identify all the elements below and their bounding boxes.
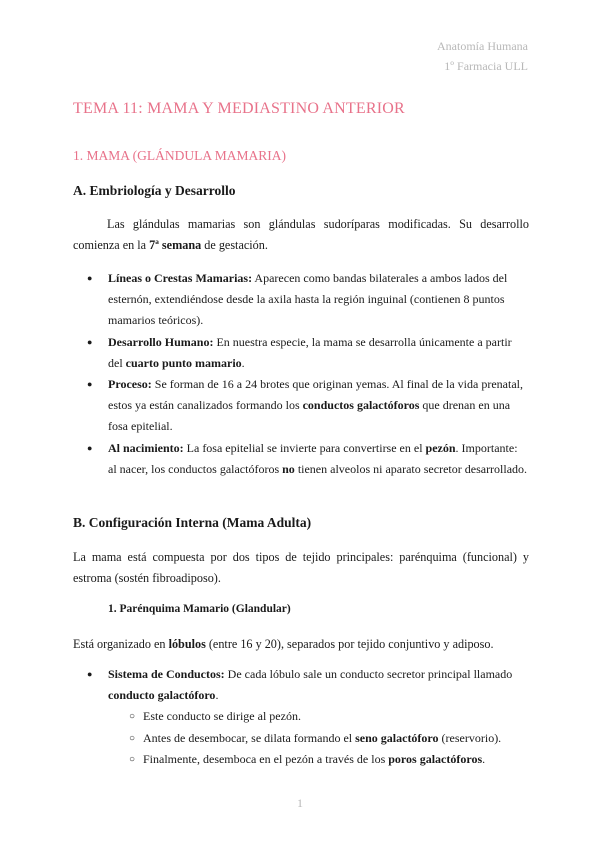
text: Este conducto se dirige al pezón. <box>143 709 301 724</box>
bold-text: conducto galactóforo <box>108 688 216 703</box>
text: En nuestra especie, la mama se desarrolla únicamente a partir del <box>108 334 512 370</box>
item-label: Desarrollo Humano: <box>108 334 214 349</box>
paragraph-lobules <box>73 634 529 655</box>
subsection-internal-configuration: B. Configuración Interna (Mama Adulta) <box>73 515 312 530</box>
text: (reservorio). <box>438 730 502 745</box>
text: . <box>215 688 219 703</box>
bold-text: poros galactóforos <box>388 751 483 766</box>
list-item <box>73 332 529 374</box>
text: Está organizado en <box>73 637 169 651</box>
sublist-item <box>108 749 529 770</box>
item-label: Al nacimiento: <box>108 440 184 455</box>
paragraph-intro <box>73 214 529 256</box>
text: . <box>241 355 245 370</box>
item-label: Líneas o Crestas Mamarias: <box>108 271 253 285</box>
bold-text: 7ª semana <box>149 238 202 252</box>
text: Aparecen como bandas bilaterales a ambos lados del esternón, extendiéndose desde la axila hasta la región inguinal (contienen 8 puntos mamarios teóricos). <box>108 271 508 328</box>
text: De cada lóbulo sale un conducto secretor principal llamado <box>224 667 513 681</box>
bold-text: seno galactóforo <box>355 730 439 745</box>
text: La fosa epitelial se invierte para convertirse en el <box>183 440 426 455</box>
ducts-list <box>73 664 529 770</box>
page-number: 1 <box>297 796 303 810</box>
list-item <box>73 664 529 770</box>
embryology-list <box>73 268 529 480</box>
text: de gestación. <box>201 238 268 252</box>
text: Las glándulas mamarias son glándulas sudoríparas modificadas. Su desarrollo comienza en la <box>73 217 529 252</box>
header-course: Anatomía Humana <box>437 39 528 53</box>
text: Se forman de 16 a 24 brotes que originan yemas. Al final de la vida prenatal, estos ya están canalizados formando los <box>108 377 523 413</box>
item-label: Sistema de Conductos: <box>108 667 225 681</box>
bold-text: conductos galactóforos <box>302 398 420 413</box>
list-item <box>73 438 529 480</box>
document-title: TEMA 11: MAMA Y MEDIASTINO ANTERIOR <box>73 100 405 117</box>
subheading-parenchyma: 1. Parénquima Mamario (Glandular) <box>108 603 291 615</box>
section-title: 1. MAMA (GLÁNDULA MAMARIA) <box>73 148 287 163</box>
bold-text: cuarto punto mamario <box>125 355 242 370</box>
header-institution: 1º Farmacia ULL <box>444 59 528 73</box>
text: . <box>482 751 486 766</box>
text: que drenan en una fosa epitelial. <box>108 398 511 434</box>
page-header <box>437 36 528 76</box>
ducts-sublist <box>108 706 529 770</box>
sublist-item <box>108 706 529 727</box>
sublist-item <box>108 728 529 749</box>
text: (entre 16 y 20), separados por tejido conjuntivo y adiposo. <box>205 637 494 651</box>
text: Antes de desembocar, se dilata formando el <box>143 730 356 745</box>
bold-text: pezón <box>425 440 456 455</box>
bold-text: lóbulos <box>168 637 206 651</box>
list-item <box>73 374 529 438</box>
text: tienen alveolos ni aparato secretor desarrollado. <box>294 461 528 476</box>
paragraph-composition: La mama está compuesta por dos tipos de tejido principales: parénquima (funcional) y estroma (sostén fibroadiposo). <box>73 550 529 585</box>
text: . Importante: al nacer, los conductos galactóforos <box>108 440 518 476</box>
text: Finalmente, desemboca en el pezón a través de los <box>143 751 389 766</box>
item-label: Proceso: <box>108 377 152 392</box>
bold-text: no <box>282 461 295 476</box>
list-item <box>73 268 529 332</box>
subsection-embryology: A. Embriología y Desarrollo <box>73 183 236 198</box>
